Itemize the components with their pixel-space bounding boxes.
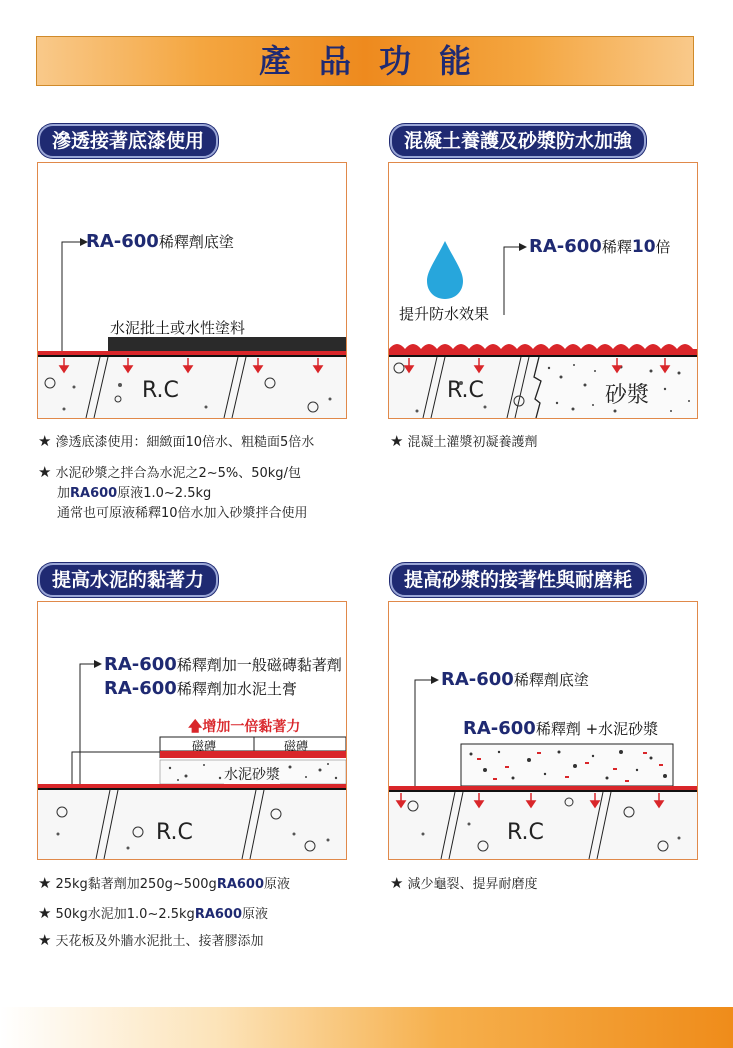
note-s2-1: ★ 混凝土灌漿初凝養護劑 (390, 432, 538, 450)
section-heading-cement-adhesion: 提高水泥的黏著力 (38, 563, 218, 597)
product-suffix: 稀釋劑底塗 (158, 233, 234, 251)
substrate-label: R.C (447, 378, 484, 403)
tile-label-2: 磁磚 (284, 739, 309, 753)
star-icon: ★ (38, 874, 52, 892)
up-arrow-icon: 🡅 (188, 719, 203, 735)
star-icon: ★ (38, 432, 52, 450)
substrate-label: R.C (142, 378, 179, 403)
product-name: RA-600 (104, 654, 177, 675)
tile-label-1: 磁磚 (192, 739, 217, 753)
dilution-unit: 倍 (655, 238, 671, 256)
note-s4-1: ★ 減少龜裂、提昇耐磨度 (390, 874, 538, 892)
diagram-concrete-curing (388, 162, 698, 419)
diagram-concrete-curing-graphic (389, 163, 697, 418)
dilution-number: 10 (631, 237, 656, 257)
product-label (86, 231, 234, 252)
boost-label: 🡅增加一倍黏著力 (188, 719, 301, 735)
section-heading-mortar-adhesion: 提高砂漿的接著性與耐磨耗 (390, 563, 646, 597)
star-icon: ★ (38, 904, 52, 922)
star-icon: ★ (390, 432, 404, 450)
product-name: RA-600 (529, 236, 602, 257)
section-heading-penetrating-primer: 滲透接著底漆使用 (38, 124, 218, 158)
section-heading-concrete-curing: 混凝土養護及砂漿防水加強 (390, 124, 646, 158)
mortar-label: 水泥砂漿 (224, 764, 280, 784)
diagram-penetrating-primer-graphic (38, 163, 346, 418)
star-icon: ★ (38, 931, 52, 949)
substrate-label: R.C (156, 820, 193, 845)
footer-gradient-bar (0, 1007, 733, 1048)
product-line-1: RA-600稀釋劑底塗 (441, 669, 589, 690)
product-name: RA-600 (441, 669, 514, 690)
note-s1-3: 加RA600原液1.0~2.5kg (57, 486, 212, 501)
note-s1-4: 通常也可原液稀釋10倍水加入砂漿拌合使用 (57, 506, 308, 521)
layer-label: 水泥批土或水性塗料 (110, 319, 246, 337)
product-name: RA-600 (86, 231, 159, 252)
product-label (529, 236, 671, 257)
note-s3-3: ★ 天花板及外牆水泥批土、接著膠添加 (38, 931, 264, 949)
star-icon: ★ (38, 463, 52, 481)
diagram-mortar-adhesion (388, 601, 698, 860)
product-name: RA-600 (463, 718, 536, 739)
page-title: 產品功能 (258, 42, 499, 80)
title-banner (36, 36, 694, 86)
product-name: RA-600 (104, 678, 177, 699)
diagram-cement-adhesion (37, 601, 347, 860)
product-line-2: RA-600稀釋劑 +水泥砂漿 (463, 718, 659, 739)
note-s1-2: ★ 水泥砂漿之拌合為水泥之2~5%、50kg/包 (38, 463, 301, 481)
product-line-2: RA-600稀釋劑加水泥土膏 (104, 678, 297, 699)
substrate-label: R.C (507, 820, 544, 845)
mortar-label: 砂漿 (605, 378, 649, 409)
star-icon: ★ (390, 874, 404, 892)
effect-label: 提升防水效果 (399, 305, 490, 323)
note-s1-1: ★ 滲透底漆使用：細緻面10倍水、粗糙面5倍水 (38, 432, 315, 450)
note-s3-2: ★ 50kg水泥加1.0~2.5kgRA600原液 (38, 904, 269, 922)
product-line-1: RA-600稀釋劑加一般磁磚黏著劑 (104, 654, 342, 675)
note-s3-1: ★ 25kg黏著劑加250g~500gRA600原液 (38, 874, 291, 892)
diagram-penetrating-primer (37, 162, 347, 419)
product-suffix: 稀釋 (601, 238, 632, 256)
